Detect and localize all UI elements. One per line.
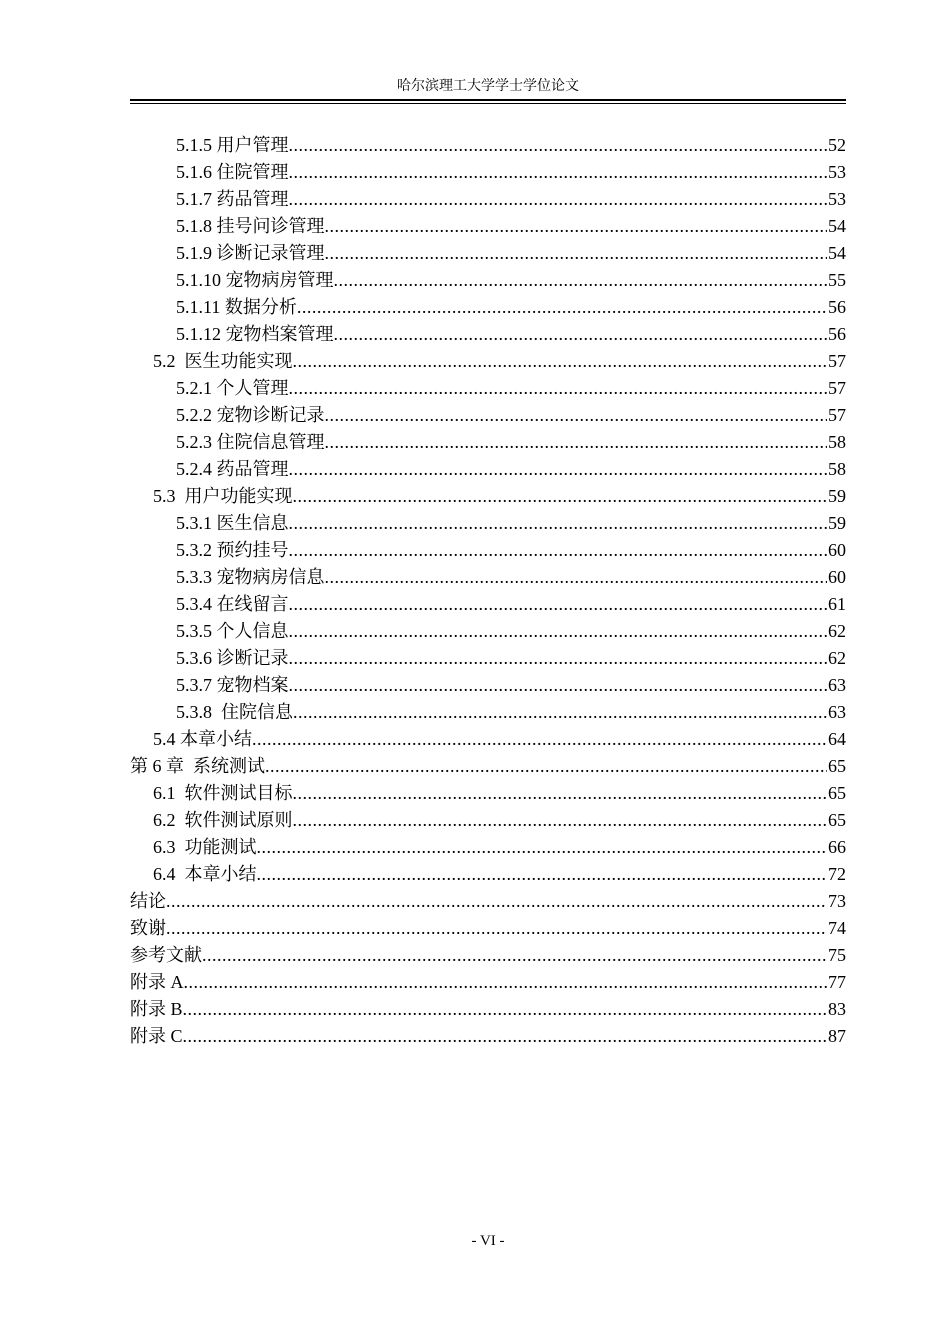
toc-entry[interactable] xyxy=(130,186,846,213)
toc-entry-page: 60 xyxy=(828,540,846,560)
toc-entry[interactable] xyxy=(130,834,846,861)
toc-entry-title: 附录 A xyxy=(130,972,184,992)
toc-entry-page: 74 xyxy=(828,918,846,938)
toc-dot-leader xyxy=(289,132,828,159)
toc-entry-title: 5.1.11 数据分析 xyxy=(176,297,297,317)
toc-entry[interactable] xyxy=(130,402,846,429)
toc-entry-page: 57 xyxy=(828,351,846,371)
toc-entry[interactable] xyxy=(130,807,846,834)
toc-entry-title: 5.3.8 住院信息 xyxy=(176,702,293,722)
toc-dot-leader xyxy=(289,645,828,672)
toc-entry-title: 5.3.7 宠物档案 xyxy=(176,675,289,695)
toc-dot-leader xyxy=(334,321,828,348)
toc-entry[interactable] xyxy=(130,672,846,699)
toc-dot-leader xyxy=(184,969,828,996)
toc-dot-leader xyxy=(252,726,827,753)
toc-entry[interactable] xyxy=(130,240,846,267)
toc-entry[interactable] xyxy=(130,699,846,726)
toc-entry[interactable] xyxy=(130,267,846,294)
toc-entry-page: 63 xyxy=(828,675,846,695)
toc-entry[interactable] xyxy=(130,996,846,1023)
toc-entry-page: 87 xyxy=(828,1026,846,1046)
toc-entry-title: 致谢 xyxy=(130,918,166,938)
toc-entry-title: 5.4 本章小结 xyxy=(153,729,252,749)
toc-dot-leader xyxy=(289,159,828,186)
toc-dot-leader xyxy=(297,294,827,321)
toc-dot-leader xyxy=(293,780,828,807)
toc-dot-leader xyxy=(289,186,828,213)
toc-entry-page: 53 xyxy=(828,162,846,182)
toc-entry-title: 5.3.3 宠物病房信息 xyxy=(176,567,325,587)
toc-entry-page: 77 xyxy=(828,972,846,992)
toc-entry-title: 5.1.6 住院管理 xyxy=(176,162,289,182)
toc-entry-title: 5.3.5 个人信息 xyxy=(176,621,289,641)
toc-entry[interactable] xyxy=(130,915,846,942)
toc-dot-leader xyxy=(293,807,828,834)
toc-dot-leader xyxy=(289,537,828,564)
toc-entry[interactable] xyxy=(130,159,846,186)
toc-entry-title: 5.1.8 挂号问诊管理 xyxy=(176,216,325,236)
toc-entry-title: 6.4 本章小结 xyxy=(153,864,257,884)
toc-dot-leader xyxy=(293,483,828,510)
toc-entry-page: 58 xyxy=(828,432,846,452)
toc-entry[interactable] xyxy=(130,456,846,483)
toc-entry[interactable] xyxy=(130,1023,846,1050)
toc-entry-page: 65 xyxy=(828,783,846,803)
toc-entry[interactable] xyxy=(130,780,846,807)
toc-entry[interactable] xyxy=(130,564,846,591)
toc-entry[interactable] xyxy=(130,510,846,537)
toc-entry-page: 62 xyxy=(828,621,846,641)
toc-dot-leader xyxy=(325,402,828,429)
toc-entry-title: 6.2 软件测试原则 xyxy=(153,810,293,830)
toc-dot-leader xyxy=(325,429,828,456)
toc-entry-page: 58 xyxy=(828,459,846,479)
page-number: - VI - xyxy=(471,1233,505,1249)
toc-entry-title: 5.2.2 宠物诊断记录 xyxy=(176,405,325,425)
toc-dot-leader xyxy=(265,753,827,780)
toc-entry-title: 参考文献 xyxy=(130,945,202,965)
toc-entry-title: 附录 B xyxy=(130,999,183,1019)
toc-entry[interactable] xyxy=(130,942,846,969)
toc-dot-leader xyxy=(293,699,827,726)
toc-entry-title: 5.3.1 医生信息 xyxy=(176,513,289,533)
toc-entry[interactable] xyxy=(130,537,846,564)
toc-entry-title: 5.3.2 预约挂号 xyxy=(176,540,289,560)
toc-entry[interactable] xyxy=(130,969,846,996)
toc-dot-leader xyxy=(166,915,827,942)
toc-entry[interactable] xyxy=(130,618,846,645)
toc-dot-leader xyxy=(289,375,828,402)
toc-dot-leader xyxy=(289,510,828,537)
toc-dot-leader xyxy=(202,942,827,969)
toc-entry-title: 附录 C xyxy=(130,1026,183,1046)
toc-dot-leader xyxy=(257,834,828,861)
toc-entry-title: 6.1 软件测试目标 xyxy=(153,783,293,803)
toc-entry[interactable] xyxy=(130,321,846,348)
toc-entry-page: 56 xyxy=(828,324,846,344)
toc-entry-page: 53 xyxy=(828,189,846,209)
table-of-contents xyxy=(130,132,846,1050)
toc-entry[interactable] xyxy=(130,645,846,672)
toc-dot-leader xyxy=(166,888,827,915)
toc-entry[interactable] xyxy=(130,726,846,753)
toc-entry-page: 61 xyxy=(828,594,846,614)
toc-dot-leader xyxy=(293,348,828,375)
toc-entry-title: 5.2.3 住院信息管理 xyxy=(176,432,325,452)
toc-entry[interactable] xyxy=(130,753,846,780)
toc-entry-page: 73 xyxy=(828,891,846,911)
toc-entry[interactable] xyxy=(130,375,846,402)
toc-entry-title: 5.3.4 在线留言 xyxy=(176,594,289,614)
toc-dot-leader xyxy=(183,996,827,1023)
toc-dot-leader xyxy=(289,672,828,699)
toc-entry[interactable] xyxy=(130,888,846,915)
toc-entry-page: 62 xyxy=(828,648,846,668)
toc-entry-page: 72 xyxy=(828,864,846,884)
toc-entry-title: 5.3.6 诊断记录 xyxy=(176,648,289,668)
toc-dot-leader xyxy=(289,618,828,645)
toc-entry[interactable] xyxy=(130,591,846,618)
toc-entry-page: 75 xyxy=(828,945,846,965)
toc-entry[interactable] xyxy=(130,483,846,510)
toc-entry[interactable] xyxy=(130,429,846,456)
toc-entry-page: 54 xyxy=(828,243,846,263)
toc-entry-page: 60 xyxy=(828,567,846,587)
toc-entry-title: 5.1.12 宠物档案管理 xyxy=(176,324,334,344)
toc-entry-title: 6.3 功能测试 xyxy=(153,837,257,857)
toc-entry-page: 65 xyxy=(828,756,846,776)
toc-entry[interactable] xyxy=(130,294,846,321)
toc-entry-page: 57 xyxy=(828,378,846,398)
toc-entry-title: 5.3 用户功能实现 xyxy=(153,486,293,506)
toc-entry-title: 5.1.9 诊断记录管理 xyxy=(176,243,325,263)
toc-dot-leader xyxy=(289,591,828,618)
toc-entry[interactable] xyxy=(130,213,846,240)
toc-entry[interactable] xyxy=(130,348,846,375)
toc-entry-page: 64 xyxy=(828,729,846,749)
toc-entry-page: 83 xyxy=(828,999,846,1019)
running-header: 哈尔滨理工大学学士学位论文 xyxy=(397,79,579,94)
toc-entry-page: 57 xyxy=(828,405,846,425)
toc-entry-page: 52 xyxy=(828,135,846,155)
toc-entry-title: 5.1.5 用户管理 xyxy=(176,135,289,155)
toc-entry-title: 5.1.10 宠物病房管理 xyxy=(176,270,334,290)
toc-entry-title: 5.2.4 药品管理 xyxy=(176,459,289,479)
toc-entry-title: 5.1.7 药品管理 xyxy=(176,189,289,209)
toc-entry[interactable] xyxy=(130,861,846,888)
toc-entry-page: 65 xyxy=(828,810,846,830)
toc-entry-title: 5.2.1 个人管理 xyxy=(176,378,289,398)
header-rule-thin xyxy=(130,103,846,104)
toc-dot-leader xyxy=(257,861,828,888)
toc-entry-title: 结论 xyxy=(130,891,166,911)
toc-entry-page: 54 xyxy=(828,216,846,236)
toc-entry-page: 63 xyxy=(828,702,846,722)
toc-dot-leader xyxy=(325,240,828,267)
toc-dot-leader xyxy=(289,456,828,483)
header-rule-thick xyxy=(130,99,846,101)
toc-dot-leader xyxy=(325,213,828,240)
toc-dot-leader xyxy=(325,564,828,591)
toc-entry-title: 第 6 章 系统测试 xyxy=(130,756,265,776)
toc-dot-leader xyxy=(334,267,828,294)
toc-entry-page: 55 xyxy=(828,270,846,290)
toc-entry-title: 5.2 医生功能实现 xyxy=(153,351,293,371)
toc-entry[interactable] xyxy=(130,132,846,159)
toc-entry-page: 59 xyxy=(828,486,846,506)
toc-dot-leader xyxy=(183,1023,827,1050)
toc-entry-page: 56 xyxy=(828,297,846,317)
toc-entry-page: 66 xyxy=(828,837,846,857)
toc-entry-page: 59 xyxy=(828,513,846,533)
